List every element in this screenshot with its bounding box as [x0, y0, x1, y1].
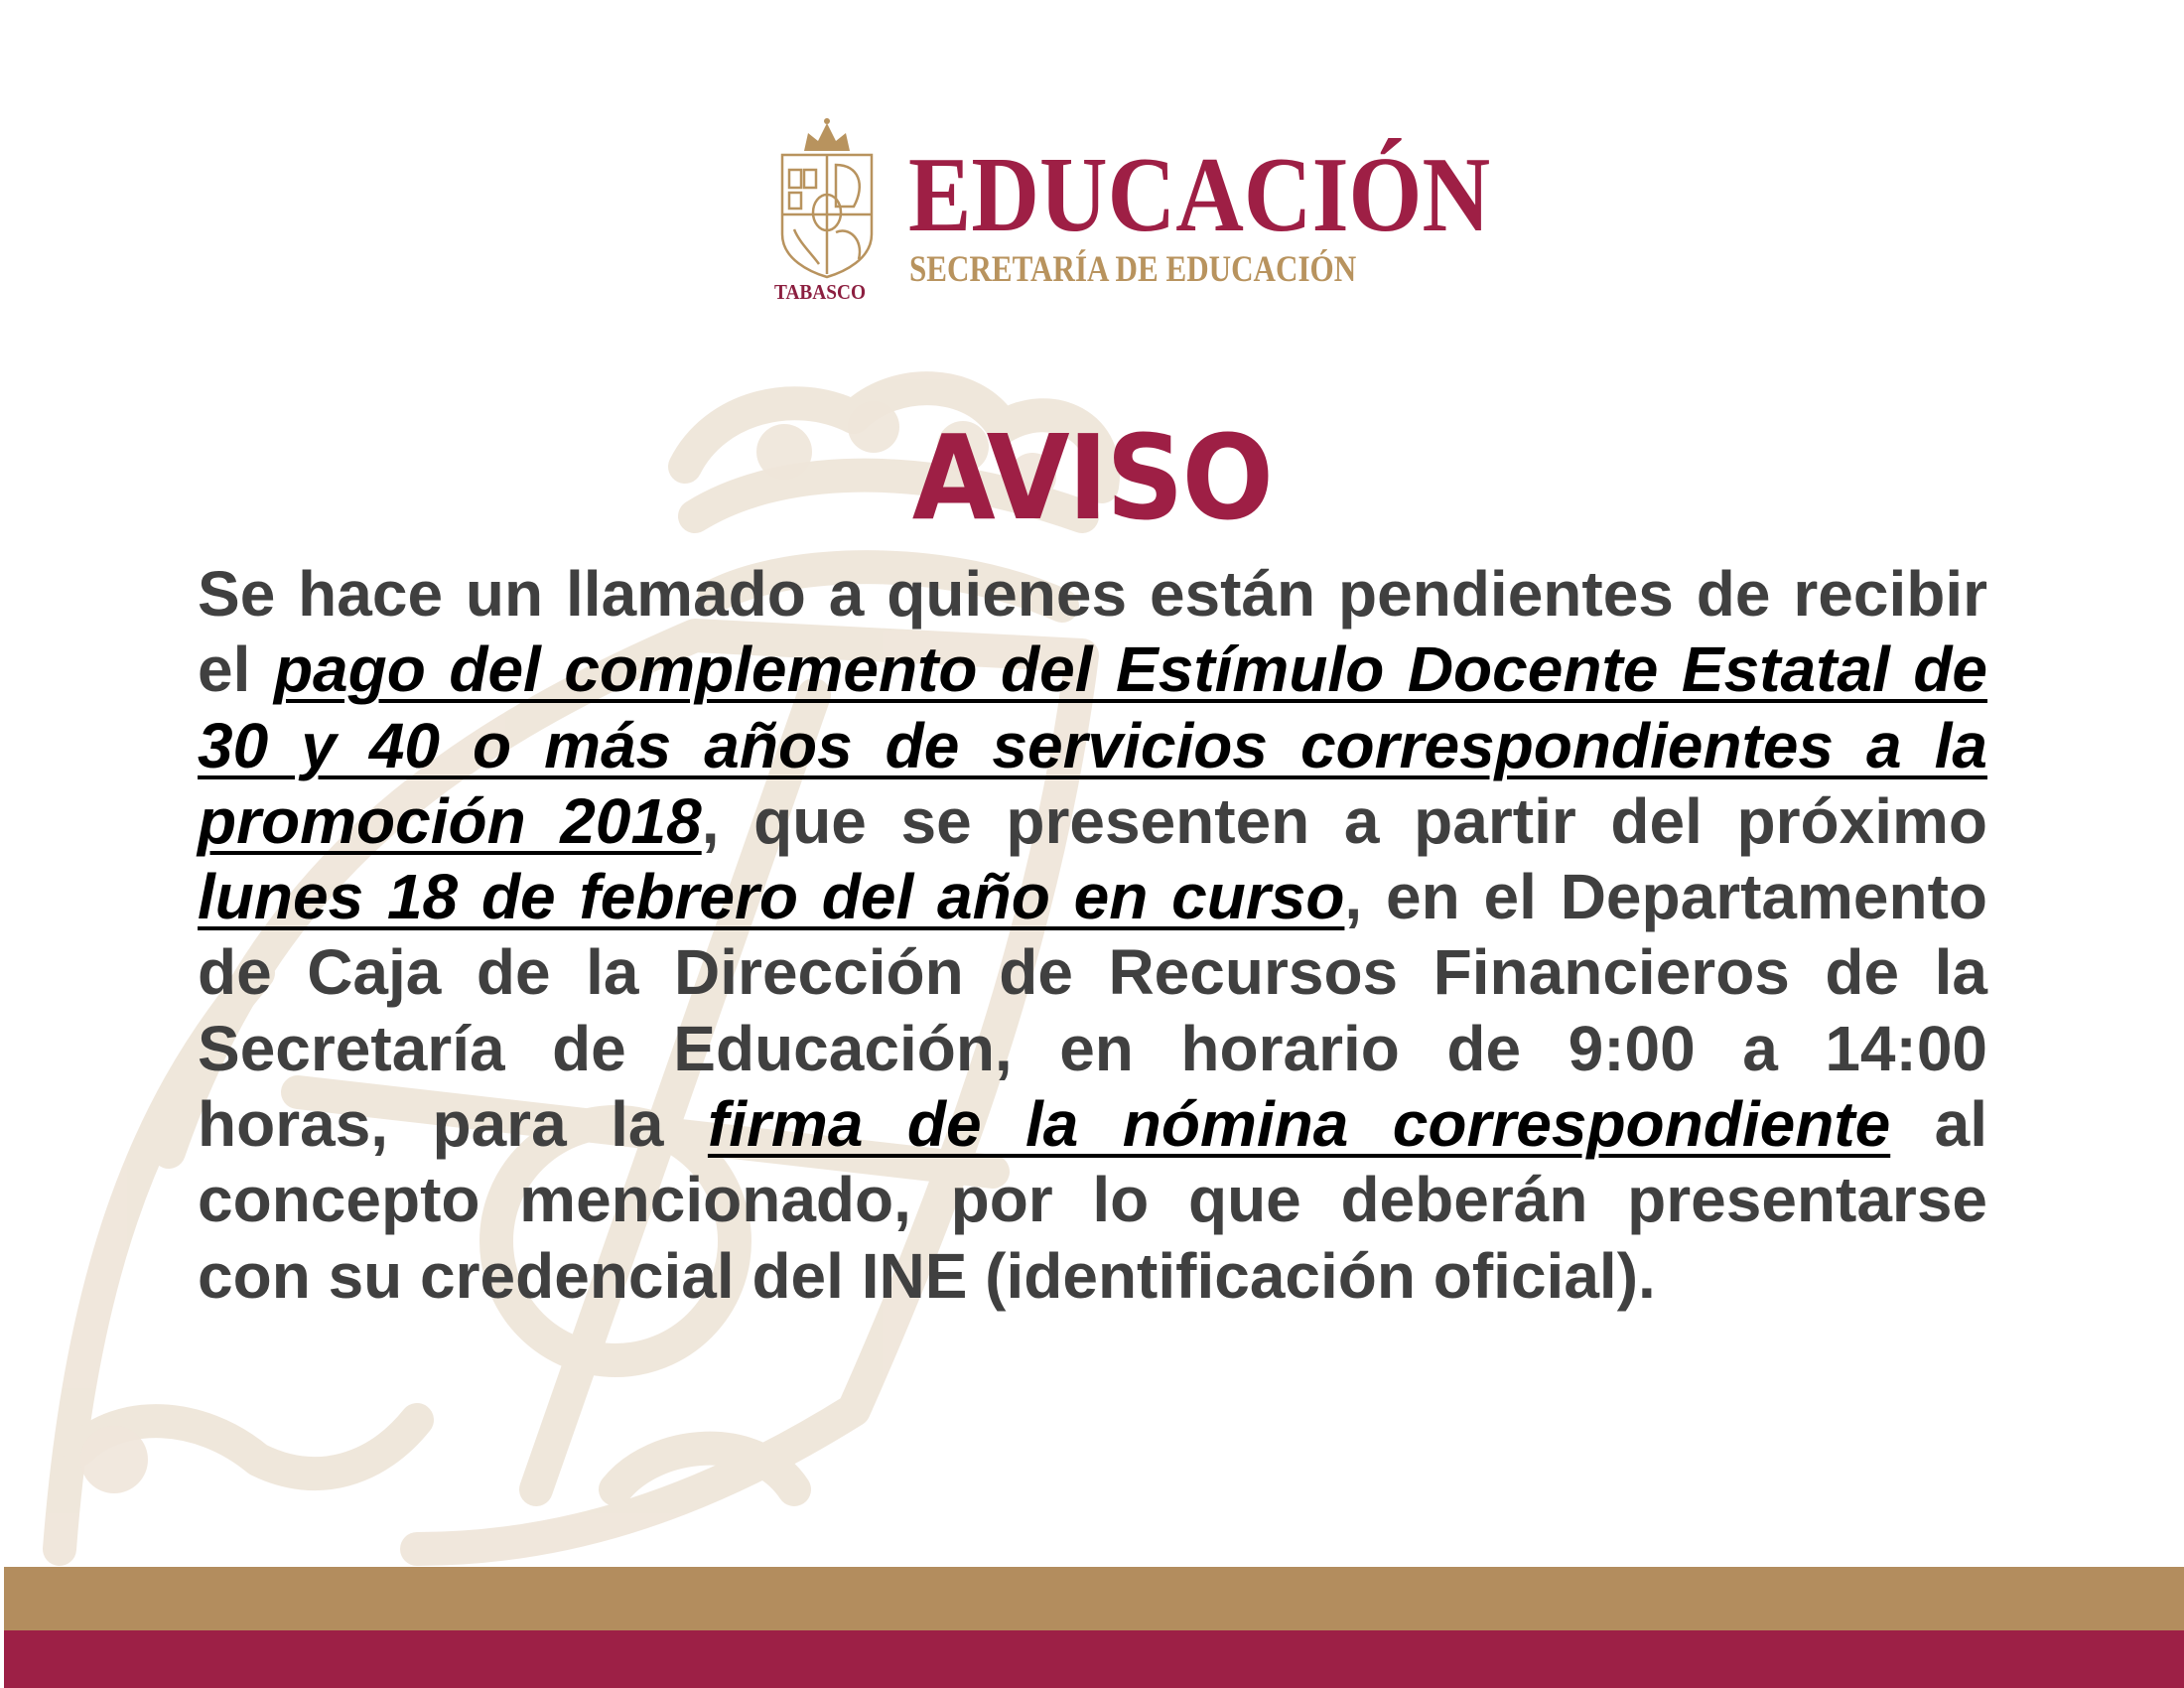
notice-line	[198, 632, 1987, 707]
notice-body	[198, 556, 1987, 1314]
notice-line	[198, 934, 1987, 1010]
footer-gold-bar	[4, 1567, 2184, 1630]
notice-line	[198, 859, 1987, 934]
body-text: , en el Departamento	[1344, 861, 1988, 933]
body-text: el	[198, 633, 274, 706]
emphasized-text: pago del complemento del Estímulo Docente Estatal de	[273, 633, 1988, 706]
emphasized-text: lunes 18 de febrero del año en curso	[198, 861, 1345, 933]
body-text: horas, para la	[198, 1088, 708, 1161]
notice-line	[198, 708, 1987, 783]
body-text: Secretaría de Educación, en horario de 9:00 a 14:00	[198, 1012, 1987, 1084]
logo-state-label: TABASCO	[774, 280, 866, 304]
notice-line	[198, 556, 1987, 632]
notice-line	[198, 1011, 1987, 1086]
body-text: concepto mencionado, por lo que deberán presentarse	[198, 1164, 1987, 1236]
body-text: de Caja de la Dirección de Recursos Financieros de la	[198, 936, 1987, 1009]
notice-line	[198, 783, 1987, 859]
emphasized-text: firma de la nómina correspondiente	[707, 1088, 1891, 1161]
emphasized-text: 30 y 40 o más años de servicios correspondientes a la	[198, 709, 1987, 781]
notice-line	[198, 1162, 1987, 1237]
body-text: al	[1890, 1088, 1988, 1161]
logo-title: EDUCACIÓN	[908, 136, 1491, 254]
notice-line	[198, 1238, 1987, 1314]
emphasized-text: promoción 2018	[198, 784, 702, 857]
notice-line	[198, 1086, 1987, 1162]
notice-heading-text: AVISO	[911, 409, 1273, 546]
tabasco-crest-icon	[774, 115, 880, 280]
secretaria-educacion-logo	[764, 109, 1519, 308]
body-text: , que se presenten a partir del próximo	[701, 784, 1988, 857]
notice-heading	[0, 409, 2184, 546]
footer-maroon-bar	[4, 1630, 2184, 1688]
logo-subtitle: SECRETARÍA DE EDUCACIÓN	[909, 249, 1357, 290]
body-text: con su credencial del INE (identificación oficial).	[198, 1239, 1656, 1312]
body-text: Se hace un llamado a quienes están pendientes de recibir	[198, 558, 1987, 630]
